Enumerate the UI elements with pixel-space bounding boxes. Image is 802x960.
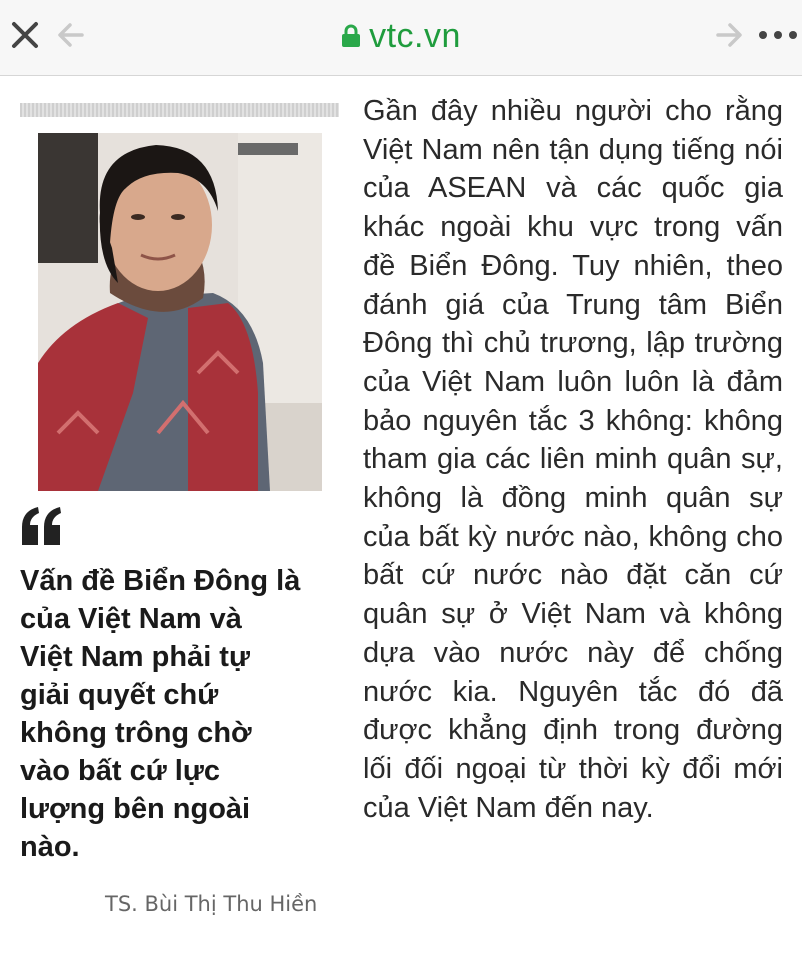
close-button[interactable] <box>10 20 40 50</box>
author-photo <box>38 133 322 491</box>
arrow-right-icon <box>714 20 744 50</box>
address-bar[interactable] <box>300 14 502 58</box>
more-horizontal-icon <box>757 27 799 43</box>
forward-button[interactable] <box>714 20 744 50</box>
article-body: Gần đây nhiều người cho rằng Việt Nam nên tận dụng tiếng nói của ASEAN và các quốc gia khác ngoài khu vực trong vấn đề Biển Đông. Tuy nhiên, theo đánh giá của Trung tâm Biển Đông thì chủ trương, lập trường của Việt Nam luôn luôn là đảm bảo nguyên tắc 3 không: không tham gia các liên minh quân sự, không là đồng minh quân sự của bất kỳ nước nào, không cho bất cứ nước nào đặt căn cứ quân sự ở Việt Nam và không dựa vào nước này để chống nước kia. Nguyên tắc đó đã được khẳng định trong đường lối đối ngoại từ thời kỳ đổi mới của Việt Nam đến nay. <box>363 95 783 824</box>
quote-author: TS. Bùi Thị Thu Hiền <box>105 892 318 916</box>
back-button[interactable] <box>56 20 86 50</box>
browser-toolbar <box>0 0 802 76</box>
url-text: vtc.vn <box>369 16 461 55</box>
quote-icon <box>20 505 64 547</box>
close-icon <box>10 20 40 50</box>
arrow-left-icon <box>56 20 86 50</box>
more-button[interactable] <box>757 27 799 43</box>
divider-bar <box>20 103 339 117</box>
lock-icon <box>341 24 361 48</box>
pull-quote: Vấn đề Biển Đông là của Việt Nam và Việt Nam phải tự giải quyết chứ không trông chờ vào bất cứ lực lượng bên ngoài nào. <box>20 565 301 863</box>
